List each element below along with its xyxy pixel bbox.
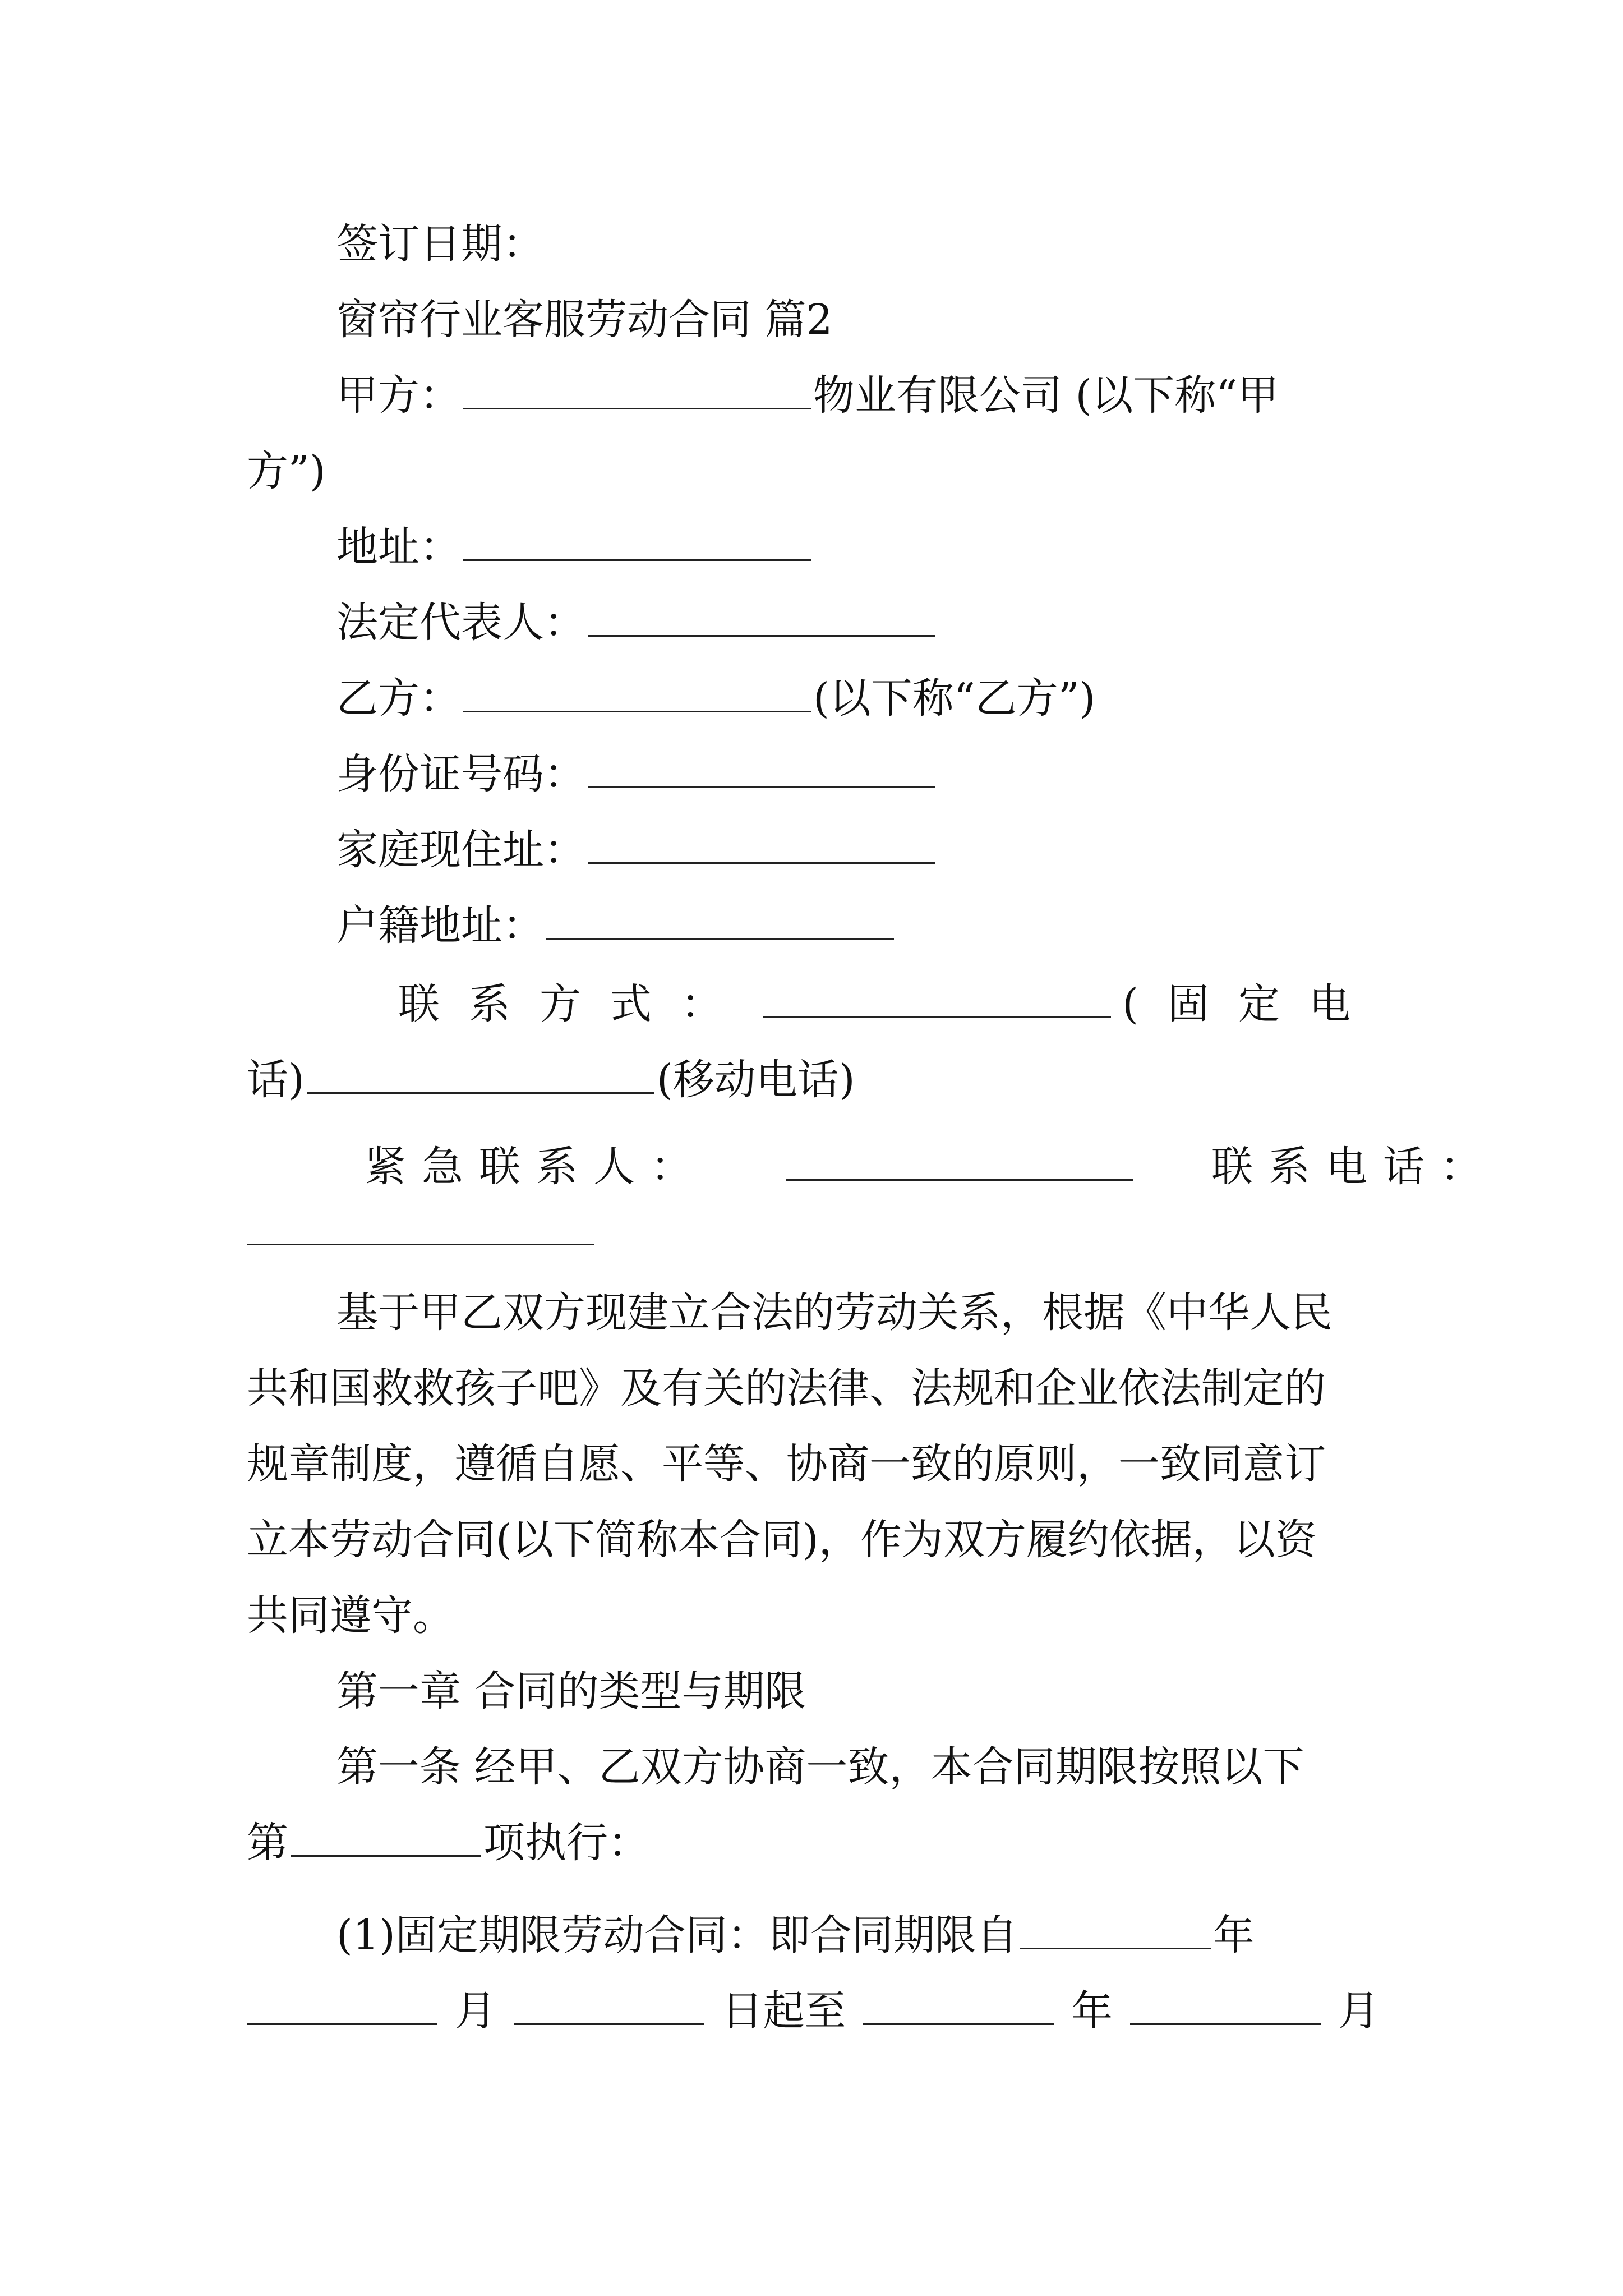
address-line bbox=[247, 519, 1380, 575]
emergency-blank[interactable] bbox=[786, 1145, 1133, 1181]
para-line-2 bbox=[247, 1360, 1380, 1416]
article-1-cont-pre: 第 bbox=[247, 1819, 288, 1867]
item-1-text: (1)固定期限劳动合同：即合同期限自 bbox=[336, 1911, 1018, 1959]
party-a-suffix: 物业有限公司 (以下称“甲 bbox=[813, 371, 1279, 420]
home-address-blank[interactable] bbox=[588, 829, 935, 864]
start-month-label: 月 bbox=[454, 1987, 496, 2035]
contact-label: 联系方式： bbox=[398, 980, 751, 1028]
contact-fixed-text: (固定电 bbox=[1122, 980, 1380, 1028]
emergency-label: 紧急联系人： bbox=[365, 1143, 708, 1191]
legal-rep-line bbox=[247, 595, 1380, 651]
article-1-cont-post: 项执行： bbox=[483, 1819, 649, 1867]
party-a-line bbox=[247, 367, 1380, 424]
item-1-line bbox=[247, 1907, 1380, 1963]
contact-cont-text: 话) bbox=[247, 1056, 305, 1104]
start-month-blank[interactable] bbox=[247, 1990, 437, 2025]
item-1-cont-line bbox=[247, 1983, 1380, 2039]
contract-title-text: 窗帘行业客服劳动合同 篇2 bbox=[336, 296, 833, 344]
sign-date-line bbox=[247, 216, 1380, 272]
household-address-blank[interactable] bbox=[546, 904, 894, 940]
legal-rep-blank[interactable] bbox=[588, 601, 935, 637]
emergency-phone-blank-line bbox=[247, 1203, 1380, 1259]
start-year-label: 年 bbox=[1212, 1911, 1255, 1959]
address-label: 地址： bbox=[336, 523, 461, 571]
party-b-line bbox=[247, 670, 1380, 726]
legal-rep-label: 法定代表人： bbox=[336, 599, 585, 647]
emergency-phone-label: 联系电话： bbox=[1211, 1143, 1497, 1191]
party-a-label: 甲方： bbox=[336, 371, 461, 420]
start-day-blank[interactable] bbox=[514, 1990, 704, 2025]
para-text-2: 共和国救救孩子吧》及有关的法律、法规和企业依法制定的 bbox=[247, 1364, 1326, 1412]
home-address-label: 家庭现住址： bbox=[336, 826, 585, 874]
article-1-cont-line bbox=[247, 1815, 1380, 1871]
emergency-phone-blank[interactable] bbox=[247, 1210, 594, 1245]
emergency-line bbox=[247, 1139, 1497, 1195]
para-text-1: 基于甲乙双方现建立合法的劳动关系，根据《中华人民 bbox=[336, 1289, 1332, 1337]
end-month-blank[interactable] bbox=[1130, 1990, 1321, 2025]
address-blank[interactable] bbox=[463, 526, 811, 561]
party-b-label: 乙方： bbox=[336, 674, 461, 723]
party-b-suffix: (以下称“乙方”) bbox=[813, 674, 1096, 723]
chapter-heading-text: 第一章 合同的类型与期限 bbox=[336, 1667, 806, 1715]
party-a-cont: 方”) bbox=[247, 447, 326, 495]
start-day-label: 日起至 bbox=[721, 1987, 846, 2035]
contact-cont-line bbox=[247, 1052, 1380, 1108]
para-text-3: 规章制度，遵循自愿、平等、协商一致的原则，一致同意订 bbox=[247, 1440, 1326, 1488]
id-number-label: 身份证号码： bbox=[336, 750, 585, 798]
contract-title bbox=[247, 292, 1380, 348]
household-address-line bbox=[247, 898, 1380, 954]
contact-fixed-blank[interactable] bbox=[763, 983, 1111, 1018]
start-year-blank[interactable] bbox=[1020, 1914, 1211, 1949]
end-year-blank[interactable] bbox=[863, 1990, 1054, 2025]
end-year-label: 年 bbox=[1071, 1987, 1113, 2035]
party-a-blank[interactable] bbox=[463, 374, 811, 409]
party-a-cont-line bbox=[247, 443, 1380, 499]
article-1-text: 第一条 经甲、乙双方协商一致，本合同期限按照以下 bbox=[336, 1743, 1304, 1791]
para-text-5: 共同遵守。 bbox=[247, 1591, 454, 1640]
article-1-line bbox=[247, 1739, 1380, 1795]
para-line-4 bbox=[247, 1512, 1380, 1568]
party-b-blank[interactable] bbox=[463, 677, 811, 712]
contact-mobile-blank[interactable] bbox=[307, 1059, 654, 1094]
contact-line bbox=[247, 976, 1380, 1032]
chapter-heading bbox=[247, 1663, 1380, 1719]
household-address-label: 户籍地址： bbox=[336, 901, 544, 950]
id-number-blank[interactable] bbox=[588, 753, 935, 788]
para-line-5 bbox=[247, 1588, 1380, 1644]
para-line-1 bbox=[247, 1285, 1380, 1341]
article-option-blank[interactable] bbox=[291, 1821, 481, 1857]
end-month-label: 月 bbox=[1338, 1987, 1380, 2035]
para-text-4: 立本劳动合同(以下简称本合同)，作为双方履约依据，以资 bbox=[247, 1516, 1317, 1564]
home-address-line bbox=[247, 822, 1380, 878]
sign-date-label: 签订日期： bbox=[336, 220, 544, 268]
id-number-line bbox=[247, 746, 1380, 802]
contact-mobile-text: (移动电话) bbox=[656, 1056, 855, 1104]
para-line-3 bbox=[247, 1436, 1380, 1492]
